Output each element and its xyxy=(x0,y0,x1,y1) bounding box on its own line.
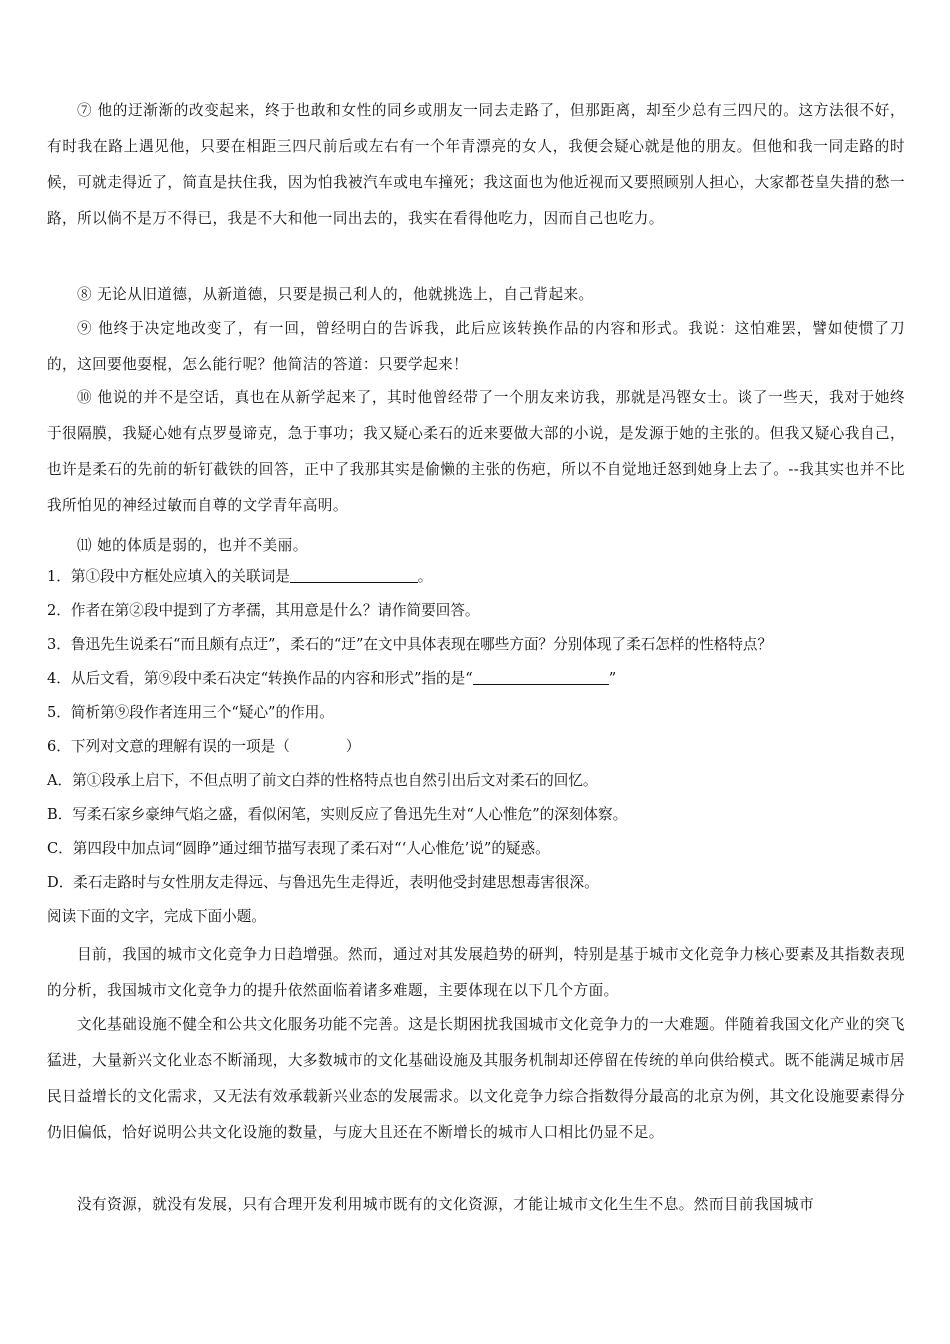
question-6-text: 6．下列对文意的理解有误的一项是（ xyxy=(47,738,290,755)
option-d: D．柔石走路时与女性朋友走得远、与鲁迅先生走得近，表明他受封建思想毒害很深。 xyxy=(47,874,599,891)
question-1-text: 1．第①段中方框处应填入的关联词是 xyxy=(47,568,290,585)
question-4-end: ” xyxy=(608,670,617,687)
question-4 xyxy=(47,662,917,696)
paragraph-9: ⑨ 他终于决定地改变了，有一回，曾经明白的告诉我，此后应该转换作品的内容和形式。我说：这怕难罢，譬如使惯了刀的，这回要他耍棍，怎么能行呢？他简洁的答道：只要学起来！ xyxy=(47,320,905,373)
option-c: C．第四段中加点词“圆睁”通过细节描写表现了柔石对“‘人心惟危’说”的疑惑。 xyxy=(47,840,550,857)
option-a: A．第①段承上启下，不但点明了前文白莽的性格特点也自然引出后文对柔石的回忆。 xyxy=(47,772,598,789)
question-3: 3．鲁迅先生说柔石“而且颇有点迂”，柔石的“迂”在文中具体表现在哪些方面？分别体现了柔石怎样的性格特点？ xyxy=(47,636,773,653)
question-1 xyxy=(47,560,917,594)
answer-blank[interactable] xyxy=(473,669,609,685)
question-4-text: 4．从后文看，第⑨段中柔石决定“转换作品的内容和形式”指的是“ xyxy=(47,670,473,687)
paragraph-2-3: 没有资源，就没有发展，只有合理开发利用城市既有的文化资源，才能让城市文化生生不息。然而目前我国城市 xyxy=(77,1196,815,1213)
question-1-end: 。 xyxy=(417,568,433,585)
paragraph-7: ⑦ 他的迂渐渐的改变起来，终于也敢和女性的同乡或朋友一同去走路了，但那距离，却至少总有三四尺的。这方法很不好，有时我在路上遇见他，只要在相距三四尺前后或左右有一个年青漂亮的女人，我便会疑心就是他的朋友。但他和我一同走路的时候，可就走得近了，简直是扶住我，因为怕我被汽车或电车撞死；我这面也为他近视而又要照顾别人担心，大家都苍皇失措的愁一路，所以倘不是万不得已，我是不大和他一同出去的，我实在看得他吃力，因而自己也吃力。 xyxy=(47,102,905,227)
option-b: B．写柔石家乡豪绅气焰之盛，看似闲笔，实则反应了鲁迅先生对“人心惟危”的深刻体察。 xyxy=(47,806,628,823)
question-6-end: ） xyxy=(345,738,361,755)
answer-blank[interactable] xyxy=(290,567,418,583)
question-2: 2．作者在第②段中提到了方孝孺，其用意是什么？请作简要回答。 xyxy=(47,602,480,619)
question-5: 5．简析第⑨段作者连用三个“疑心”的作用。 xyxy=(47,704,334,721)
paragraph-10: ⑩ 他说的并不是空话，真也在从新学起来了，其时他曾经带了一个朋友来访我，那就是冯铿女士。谈了一些天，我对于她终于很隔膜，我疑心她有点罗曼谛克，急于事功；我又疑心柔石的近来要做大部的小说，是发源于她的主张的。但我又疑心我自己，也许是柔石的先前的斩钉截铁的回答，正中了我那其实是偷懒的主张的伤疤，所以不自觉地迁怒到她身上去了。--我其实也并不比我所怕见的神经过敏而自尊的文学青年高明。 xyxy=(47,389,905,514)
question-6 xyxy=(47,730,917,764)
paragraph-2-1: 目前，我国的城市文化竞争力日趋增强。然而，通过对其发展趋势的研判，特别是基于城市文化竞争力核心要素及其指数表现的分析，我国城市文化竞争力的提升依然面临着诸多难题，主要体现在以下几个方面。 xyxy=(47,946,905,999)
paragraph-8: ⑧ 无论从旧道德，从新道德，只要是损己利人的，他就挑选上，自己背起来。 xyxy=(77,286,594,303)
paragraph-2-2: 文化基础设施不健全和公共文化服务功能不完善。这是长期困扰我国城市文化竞争力的一大难题。伴随着我国文化产业的突飞猛进，大量新兴文化业态不断涌现，大多数城市的文化基础设施及其服务机制却还停留在传统的单向供给模式。既不能满足城市居民日益增长的文化需求，又无法有效承载新兴业态的发展需求。以文化竞争力综合指数得分最高的北京为例，其文化设施要素得分仍旧偏低，恰好说明公共文化设施的数量，与庞大且还在不断增长的城市人口相比仍显不足。 xyxy=(47,1016,905,1141)
paragraph-11: ⑾ 她的体质是弱的，也并不美丽。 xyxy=(77,537,308,554)
reading-instruction: 阅读下面的文字，完成下面小题。 xyxy=(47,908,266,925)
